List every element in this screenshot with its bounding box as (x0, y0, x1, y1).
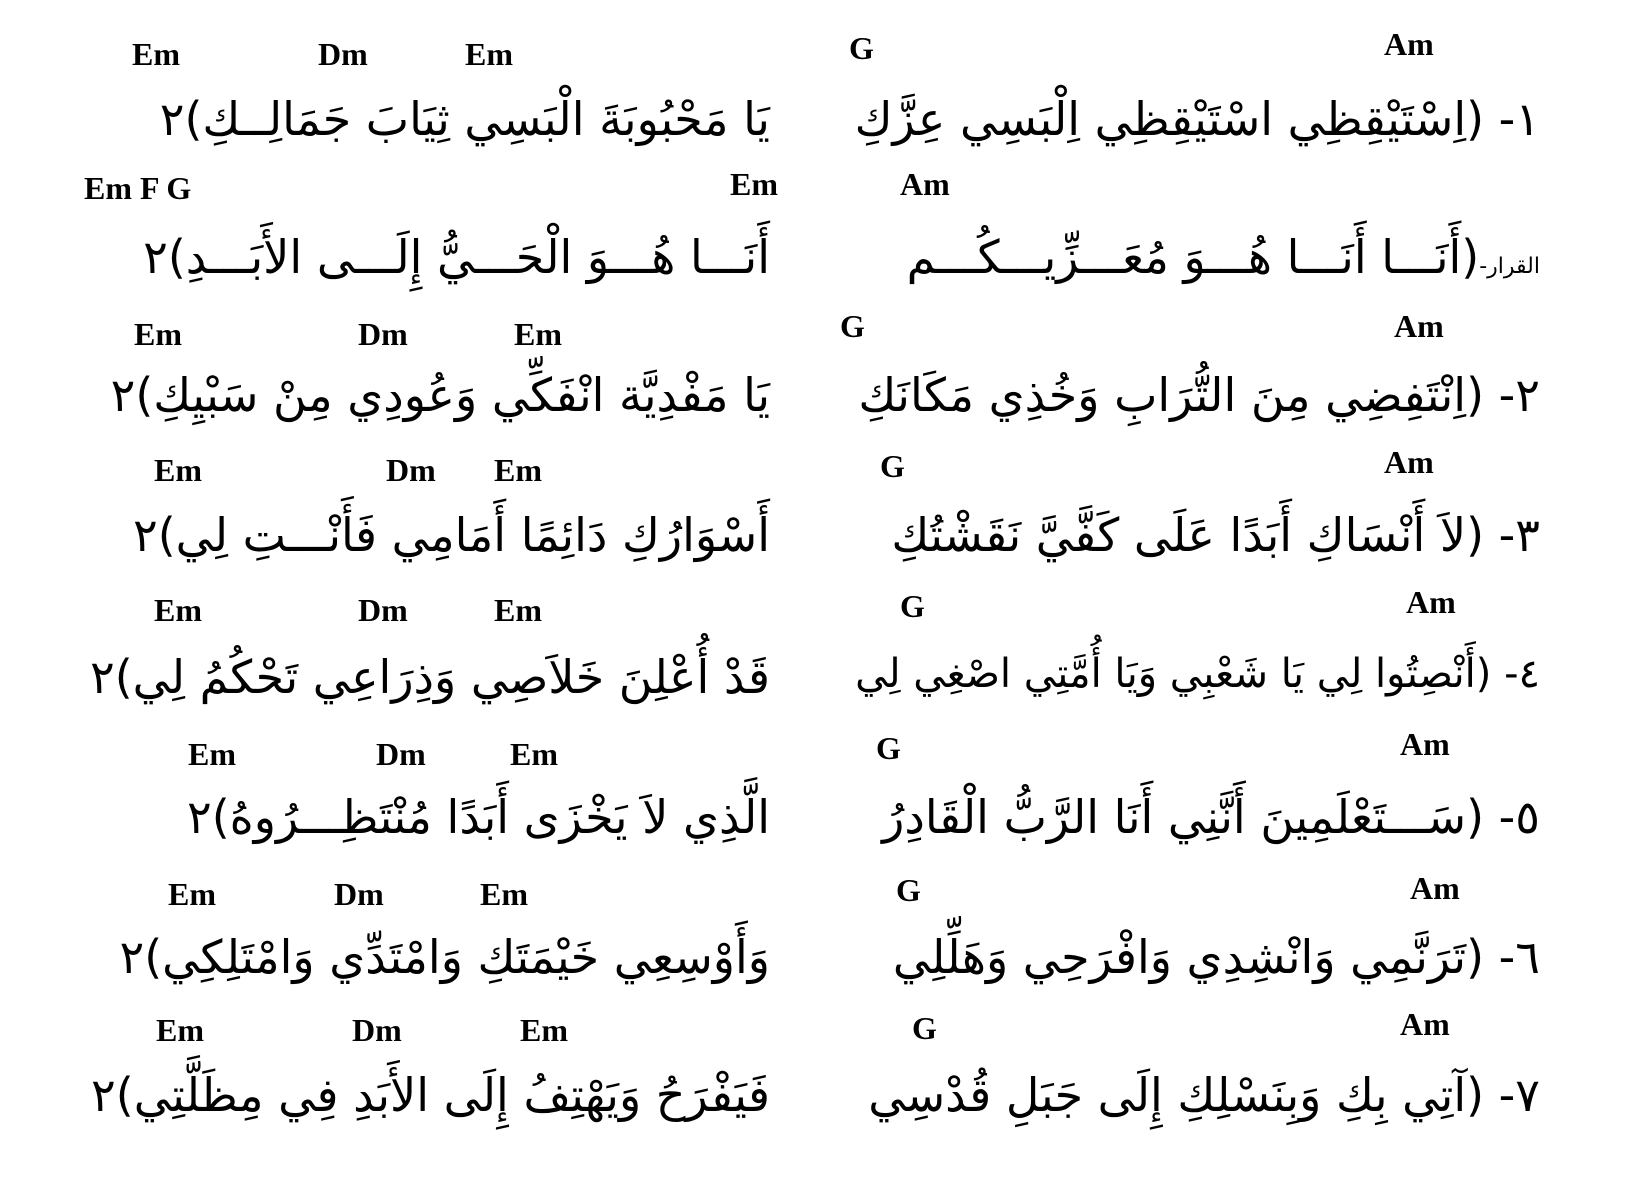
chord-left-2: Dm (386, 452, 436, 488)
chord-left-3: Em (480, 876, 528, 912)
chord-right-second: Am (1384, 26, 1434, 62)
chord-left-3: Em (494, 592, 542, 628)
verse-label: ٦- (1498, 930, 1540, 984)
verse-text-right: (لاَ أَنْسَاكِ أَبَدًا عَلَى كَفَّيَّ نَقَشْتُكِ (891, 508, 1485, 562)
chord-right-first: G (900, 588, 925, 624)
verse-line-left (132, 508, 770, 562)
verse-text-left: أَنَـــا هُـــوَ الْحَـــيُّ إِلَـــى الأَبَـــدِ) (167, 230, 770, 284)
chord-left-2: Dm (358, 592, 408, 628)
repeat-mark: ٢ (110, 368, 136, 422)
repeat-mark: ٢ (159, 92, 185, 146)
verse-line-right (855, 651, 1540, 697)
chord-left-1: Em (134, 316, 182, 352)
verse-label: القرار- (1479, 254, 1540, 279)
verse-label: ٣- (1498, 508, 1540, 562)
verse-label: ٧- (1498, 1068, 1540, 1122)
verse-line-left (159, 92, 770, 146)
chord-left-3: Em (465, 36, 513, 72)
chord-right-first: G (880, 448, 905, 484)
verse-line-left (119, 930, 770, 984)
chord-right-second: Am (1410, 870, 1460, 906)
verse-line-right (882, 790, 1540, 844)
chord-left-3: Em (494, 452, 542, 488)
repeat-mark: ٢ (132, 508, 158, 562)
verse-line-right (868, 1068, 1540, 1122)
chord-right-first: Am (900, 166, 950, 202)
verse-label: ١- (1498, 92, 1540, 146)
chord-right-first: G (912, 1010, 937, 1046)
chord-left-3: Em (514, 316, 562, 352)
chord-left-1: Em (154, 452, 202, 488)
chord-left-1: Em (156, 1012, 204, 1048)
chord-right-second: Am (1406, 584, 1456, 620)
chord-right-second: Am (1400, 1006, 1450, 1042)
verse-line-left (143, 230, 770, 284)
verse-text-left: يَا مَفْدِيَّة انْفَكِّي وَعُودِي مِنْ سَبْيِكِ) (135, 368, 770, 422)
verse-label: ٤- (1504, 651, 1540, 697)
chord-left-2: Dm (334, 876, 384, 912)
chord-right-first: G (896, 872, 921, 908)
verse-text-left: فَيَفْرَحُ وَيَهْتِفُ إِلَى الأَبَدِ فِي مِظَلَّتِي) (115, 1068, 770, 1122)
verse-line-left (91, 1068, 770, 1122)
chord-left-1: Em (154, 592, 202, 628)
verse-text-left: وَأَوْسِعِي خَيْمَتَكِ وَامْتَدِّي وَامْتَلِكِي) (144, 930, 770, 984)
verse-text-right: (آتِي بِكِ وَبِنَسْلِكِ إِلَى جَبَلِ قُدْسِي (868, 1068, 1485, 1122)
repeat-mark: ٢ (119, 930, 145, 984)
chord-right-second: Am (1394, 308, 1444, 344)
chord-left-1: Em (188, 736, 236, 772)
chord-left-2: Dm (376, 736, 426, 772)
chord-right-first: G (876, 730, 901, 766)
chord-right-second: Am (1384, 444, 1434, 480)
verse-text-right: (اِنْتَفِضِي مِنَ التُّرَابِ وَخُذِي مَكَانَكِ (858, 368, 1485, 422)
verse-text-right: (أَنَـــا أَنَـــا هُـــوَ مُعَـــزِّيـــكُـــم (906, 230, 1480, 284)
verse-line-right (858, 368, 1540, 422)
verse-line-right (892, 930, 1540, 984)
chord-left-2: Dm (358, 316, 408, 352)
verse-text-left: أَسْوَارُكِ دَائِمًا أَمَامِي فَأَنْـــتِ لِي) (157, 508, 770, 562)
chord-left-2: Em (730, 166, 778, 202)
verse-text-right: (اِسْتَيْقِظِي اسْتَيْقِظِي اِلْبَسِي عِزَّكِ (854, 92, 1485, 146)
verse-line-left (187, 790, 770, 844)
chord-left-2: Dm (318, 36, 368, 72)
chord-left-3: Em (510, 736, 558, 772)
verse-line-left (110, 368, 770, 422)
verse-text-left: يَا مَحْبُوبَةَ الْبَسِي ثِيَابَ جَمَالِــكِ) (184, 92, 770, 146)
verse-line-left (89, 650, 770, 704)
verse-text-right: (تَرَنَّمِي وَانْشِدِي وَافْرَحِي وَهَلِّلِي (892, 930, 1485, 984)
verse-text-right: (سَـــتَعْلَمِينَ أَنَّنِي أَنَا الرَّبُّ الْقَادِرُ (882, 790, 1485, 844)
chord-left-2: Dm (352, 1012, 402, 1048)
chord-left-1: Em F G (84, 170, 192, 206)
verse-label: ٥- (1498, 790, 1540, 844)
chord-right-second: Am (1400, 726, 1450, 762)
repeat-mark: ٢ (143, 230, 168, 284)
verse-line-right (891, 508, 1540, 562)
verse-line-right (854, 92, 1540, 146)
verse-text-left: الَّذِي لاَ يَخْزَى أَبَدًا مُنْتَظِـــرُوهُ) (211, 790, 770, 844)
chord-right-first: G (840, 308, 865, 344)
repeat-mark: ٢ (91, 1068, 116, 1122)
chord-left-1: Em (132, 36, 180, 72)
verse-text-left: قَدْ أُعْلِنَ خَلاَصِي وَذِرَاعِي تَحْكُمُ لِي) (114, 650, 770, 704)
verse-text-right: (أَنْصِتُوا لِي يَا شَعْبِي وَيَا أُمَّتِي اصْغِي لِي (855, 651, 1492, 697)
repeat-mark: ٢ (89, 650, 115, 704)
chord-left-3: Em (520, 1012, 568, 1048)
verse-label: ٢- (1498, 368, 1540, 422)
chord-right-first: G (849, 30, 874, 66)
verse-line-right (906, 230, 1540, 284)
repeat-mark: ٢ (187, 790, 212, 844)
chord-left-1: Em (168, 876, 216, 912)
